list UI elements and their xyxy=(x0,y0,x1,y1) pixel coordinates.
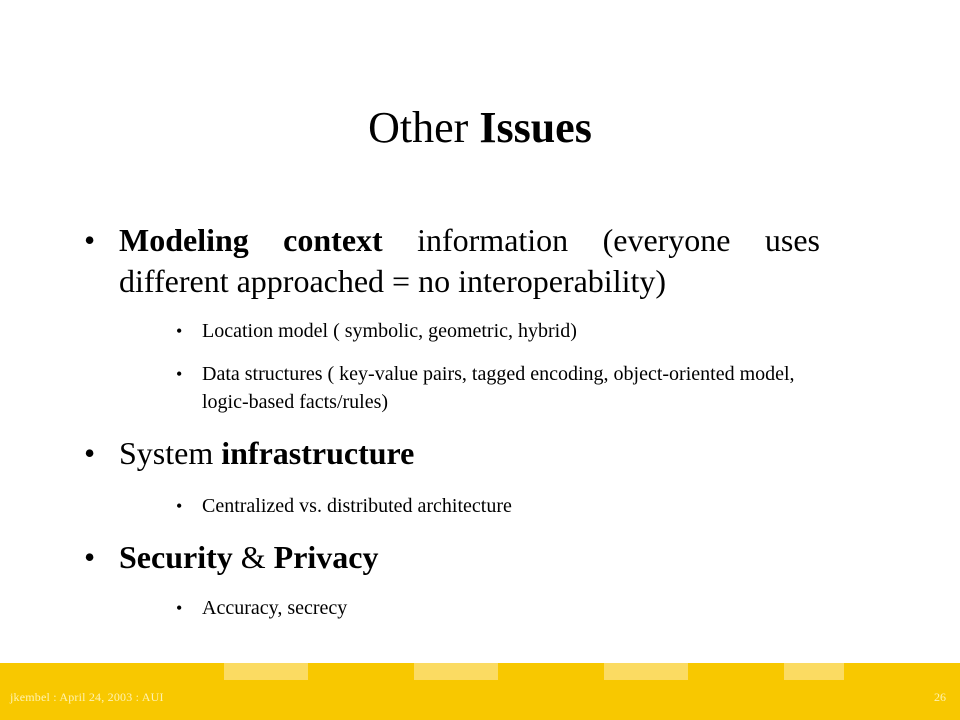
bullet-bold: infrastructure xyxy=(221,435,415,471)
bullet-rest: information (everyone uses different approached = no interoperability) xyxy=(119,222,821,299)
bullet-modeling-context xyxy=(80,220,820,302)
title-bold: Issues xyxy=(479,103,592,152)
bullet-bold: Modeling context xyxy=(119,222,383,258)
sub-bullet-text: Accuracy, secrecy xyxy=(202,597,348,619)
bullet-dot: • xyxy=(84,435,96,471)
bullet-security-privacy xyxy=(80,537,820,578)
page-number: 26 xyxy=(934,690,946,704)
bullet-mid: & xyxy=(232,539,274,575)
sub-bullet-text: Centralized vs. distributed architecture xyxy=(202,495,512,517)
bullet-system-infrastructure xyxy=(80,433,820,474)
sub-bullet-text: Location model ( symbolic, geometric, hybrid) xyxy=(202,320,577,342)
footer-bar xyxy=(0,663,960,720)
slide-title xyxy=(0,100,960,156)
bullet-dot: • xyxy=(84,539,96,575)
sub-bullet-data-structures xyxy=(172,360,842,416)
bullet-dot: • xyxy=(84,222,96,258)
footer-stripe xyxy=(784,663,844,680)
sub-bullet-location-model xyxy=(172,317,842,345)
footer-author-date: jkembel : April 24, 2003 : AUI xyxy=(10,690,164,704)
bullet-bold-security: Security xyxy=(119,539,233,575)
sub-bullet-centralized xyxy=(172,492,842,520)
sub-bullet-dot: • xyxy=(176,321,183,341)
bullet-text xyxy=(119,537,820,578)
footer-stripe xyxy=(414,663,498,680)
title-normal: Other xyxy=(368,103,480,152)
sub-bullet-dot: • xyxy=(176,598,183,618)
bullet-normal: System xyxy=(119,435,222,471)
sub-bullet-dot: • xyxy=(176,364,183,384)
bullet-bold-privacy: Privacy xyxy=(273,539,379,575)
bullet-text xyxy=(119,220,820,302)
bullet-text xyxy=(119,433,820,474)
footer-stripe xyxy=(224,663,308,680)
sub-bullet-text: Data structures ( key-value pairs, tagged encoding, object-oriented model, logic-based facts/rules) xyxy=(202,363,795,413)
sub-bullet-accuracy xyxy=(172,594,842,622)
footer-stripe xyxy=(604,663,688,680)
sub-bullet-dot: • xyxy=(176,496,183,516)
